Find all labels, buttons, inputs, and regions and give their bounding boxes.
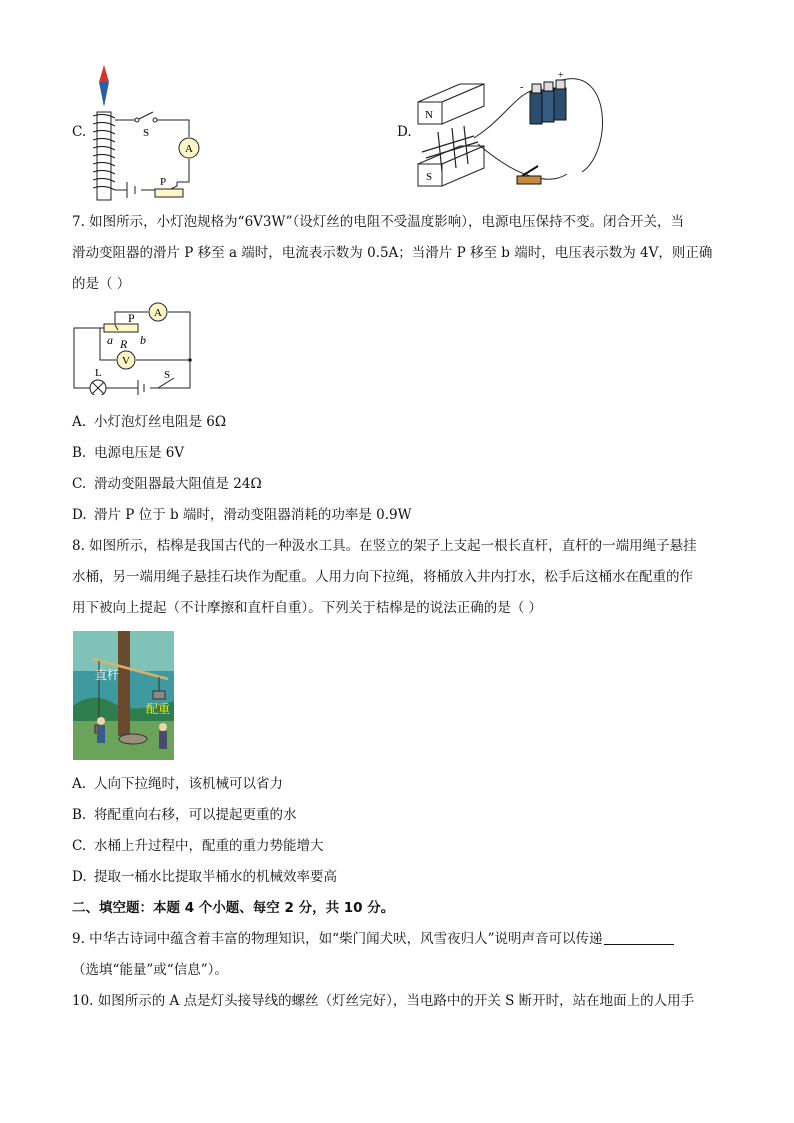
slider-p-label: P [128,311,135,325]
q9-answer-blank[interactable] [604,930,674,945]
switch-label: S [164,369,171,381]
q7-stem-line-1: 7. 如图所示，小灯泡规格为“6V3W”（设灯丝的电阻不受温度影响），电源电压保持不变。闭合开关，当 [72,214,685,230]
q7-option-a: A. 小灯泡灯丝电阻是 6Ω [72,414,227,430]
q8-option-b: B. 将配重向右移，可以提起更重的水 [72,807,297,823]
ammeter-label: A [185,143,193,155]
q10-stem-line-1: 10. 如图所示的 A 点是灯头接导线的螺丝（灯丝完好），当电路中的开关 S 断开时，站在地面上的人用手 [72,993,695,1009]
switch-label: S [143,127,150,139]
q7-option-d: D. 滑片 P 位于 b 端时，滑动变阻器消耗的功率是 0.9W [72,507,412,523]
q8-option-a: A. 人向下拉绳时，该机械可以省力 [72,776,283,792]
compass-needle-north [99,65,109,82]
battery-plus-label: + [558,72,564,81]
figure-c-electromagnet-diagram [85,62,215,207]
rheostat-icon [155,189,183,197]
pole-label: 直杆 [95,668,120,682]
q8-stem-line-2: 水桶，另一端用绳子悬挂石块作为配重。人用力向下拉绳，将桶放入井内打水，松手后这桶水在配重的作 [72,569,693,585]
q7-stem-line-2: 滑动变阻器的滑片 P 移至 a 端时，电流表示数为 0.5A；当滑片 P 移至 b 端时，电压表示数为 4V，则正确 [72,245,713,261]
q7-stem-line-3: 的是（ ） [72,276,131,292]
end-a-label: a [107,333,113,347]
ammeter-label: A [154,307,162,319]
resistor-r-label: R [120,337,128,351]
lamp-label: L [95,367,102,379]
battery-minus-label: - [520,82,524,93]
figure-d-generator-diagram [412,72,612,197]
rheostat-r-icon [104,324,138,332]
battery-icon [530,80,566,124]
north-pole-label: N [425,109,433,121]
switch-lever [137,112,153,120]
q8-jiegao-illustration [73,631,174,760]
q7-circuit-diagram [70,300,195,395]
option-d-label: D. [397,124,412,140]
knife-switch-icon [517,166,541,184]
q9-stem-line-2: （选填“能量”或“信息”）。 [72,962,228,978]
q8-option-d: D. 提取一桶水比提取半桶水的机械效率要高 [72,869,337,885]
q8-stem-line-1: 8. 如图所示，桔槔是我国古代的一种汲水工具。在竖立的架子上支起一根长直杆，直杆的一端用绳子悬挂 [72,538,697,554]
q7-option-c: C. 滑动变阻器最大阻值是 24Ω [72,476,262,492]
south-pole-label: S [426,171,433,183]
slider-label: P [160,176,167,188]
option-c-label: C. [72,124,87,140]
q8-stem-line-3: 用下被向上提起（不计摩擦和直杆自重）。下列关于桔槔是的说法正确的是（ ） [72,600,543,616]
q7-option-b: B. 电源电压是 6V [72,445,185,461]
counterweight-label: 配重 [146,702,171,716]
compass-needle-south [99,82,109,107]
section-2-heading: 二、填空题：本题 4 个小题、每空 2 分，共 10 分。 [72,900,395,916]
voltmeter-label: V [122,355,130,367]
q8-option-c: C. 水桶上升过程中，配重的重力势能增大 [72,838,324,854]
q9-stem-line-1: 9. 中华古诗词中蕴含着丰富的物理知识，如“柴门闻犬吠，风雪夜归人”说明声音可以传递 [72,929,674,949]
end-b-label: b [140,333,146,347]
